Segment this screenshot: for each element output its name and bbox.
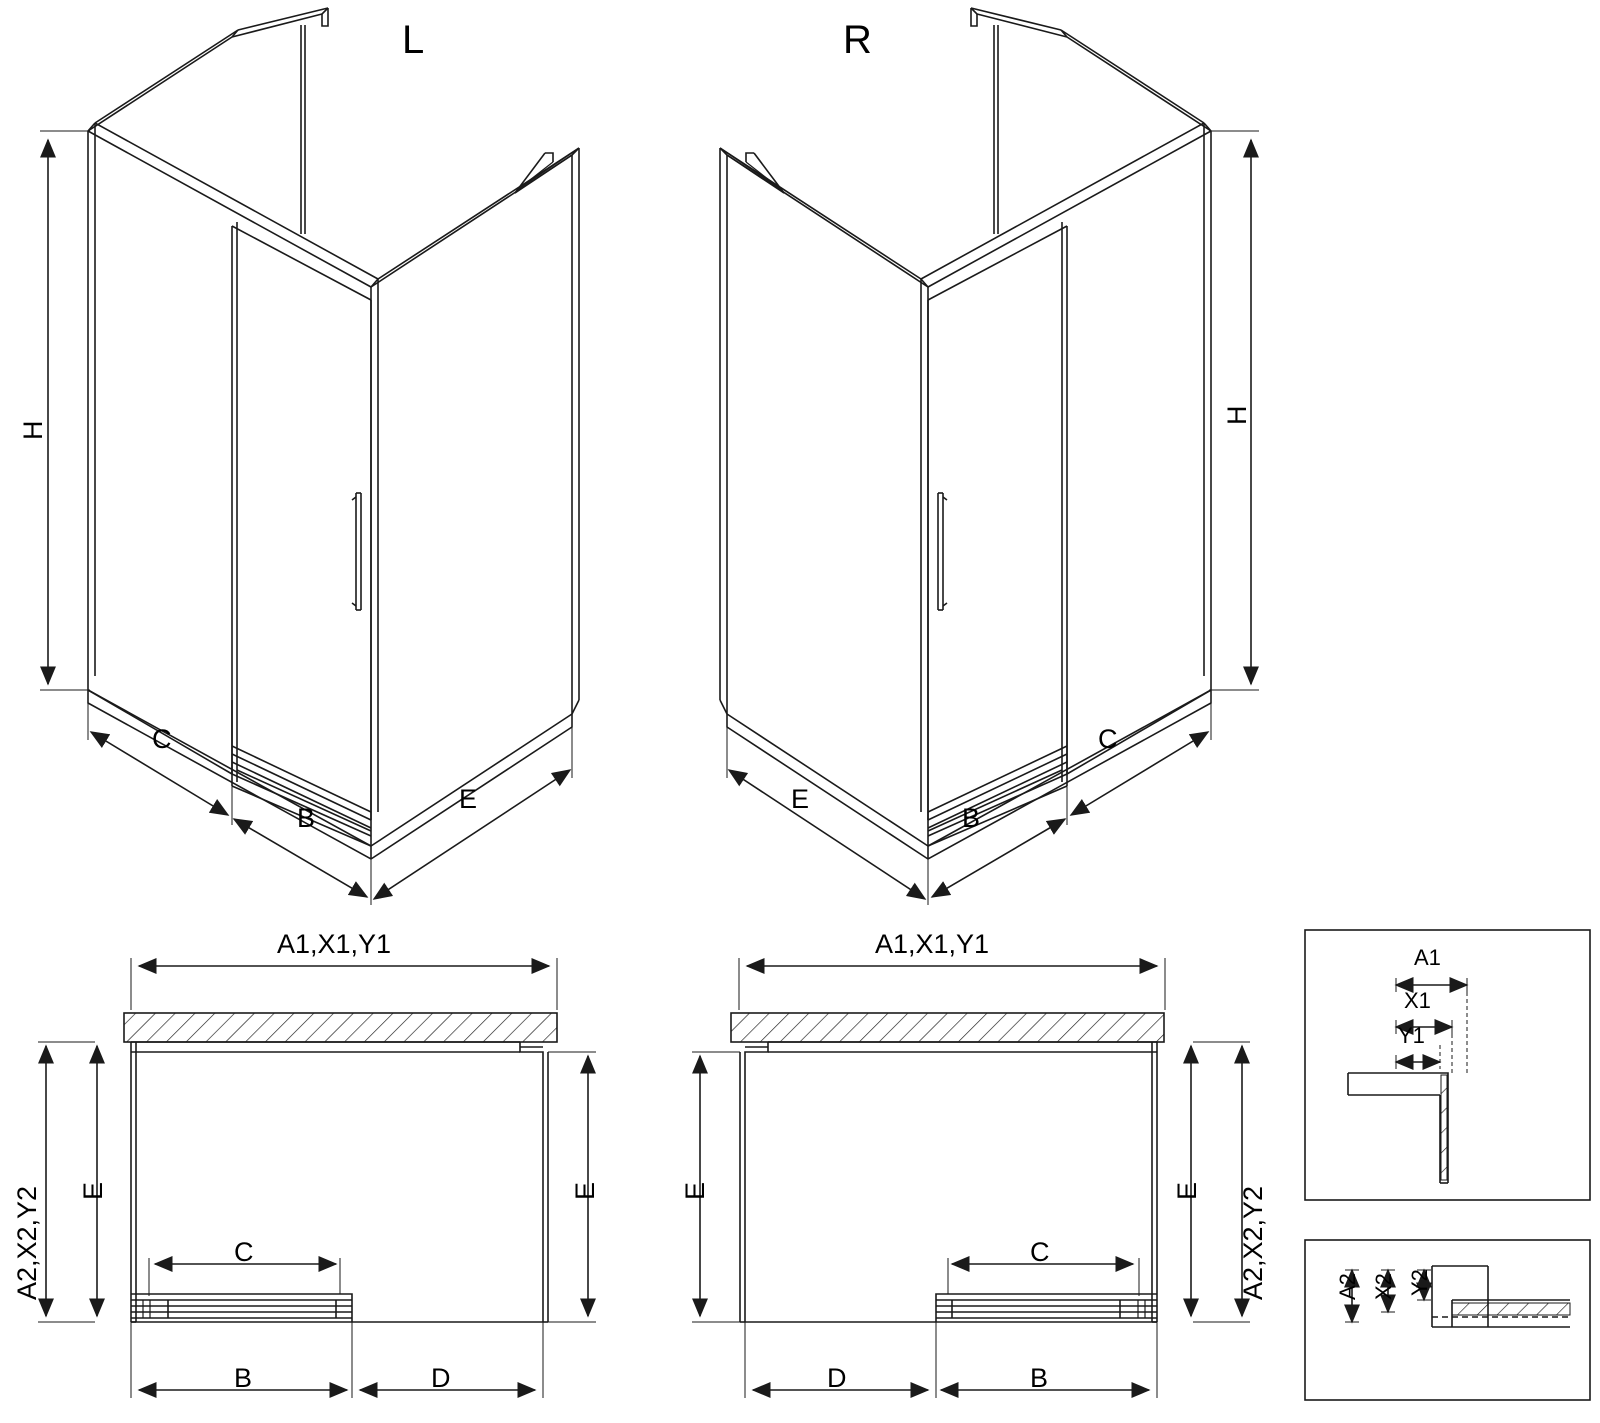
dim-label-A2X2Y2-left: A2,X2,Y2 — [12, 1185, 42, 1300]
dim-label-B-left-iso: B — [297, 803, 316, 833]
dim-label-A1X1Y1-left: A1,X1,Y1 — [277, 929, 392, 959]
dim-label-E-right-iso: E — [791, 784, 810, 814]
dim-label-C-plan-right: C — [1030, 1237, 1050, 1267]
dim-label-C-left-iso: C — [152, 724, 172, 754]
dim-label-C-plan-left: C — [234, 1237, 254, 1267]
detail-label-X1: X1 — [1404, 988, 1431, 1013]
dim-label-B-plan-right: B — [1030, 1363, 1049, 1393]
dim-label-B-plan-left: B — [234, 1363, 253, 1393]
dim-label-D-plan-left: D — [431, 1363, 451, 1393]
variant-label-left: L — [402, 18, 425, 62]
detail-label-Y1: Y1 — [1398, 1023, 1425, 1048]
dim-H-left — [40, 131, 90, 690]
variant-label-right: R — [843, 18, 872, 62]
dim-label-E-plan-right-outer: E — [1172, 1181, 1202, 1200]
dim-label-E-plan-left-outer: E — [570, 1181, 600, 1200]
detail-label-Y2: Y2 — [1407, 1269, 1432, 1296]
detail-label-A1: A1 — [1414, 945, 1441, 970]
dim-label-E-plan-right-inner: E — [680, 1181, 710, 1200]
detail-top — [1305, 930, 1590, 1200]
dim-label-H-left: H — [18, 420, 48, 440]
dim-label-E-left-iso: E — [459, 784, 478, 814]
dim-label-A1X1Y1-right: A1,X1,Y1 — [875, 929, 990, 959]
dim-label-H-right: H — [1222, 405, 1252, 425]
iso-right-enclosure — [720, 8, 1211, 859]
dim-label-B-right-iso: B — [962, 803, 981, 833]
detail-bottom — [1305, 1240, 1590, 1400]
dim-label-D-plan-right: D — [827, 1363, 847, 1393]
dim-label-E-plan-left-inner: E — [78, 1181, 108, 1200]
detail-label-A2: A2 — [1335, 1273, 1360, 1300]
detail-label-X2: X2 — [1371, 1273, 1396, 1300]
dim-label-C-right-iso: C — [1098, 724, 1118, 754]
dim-label-A2X2Y2-right: A2,X2,Y2 — [1238, 1185, 1268, 1300]
